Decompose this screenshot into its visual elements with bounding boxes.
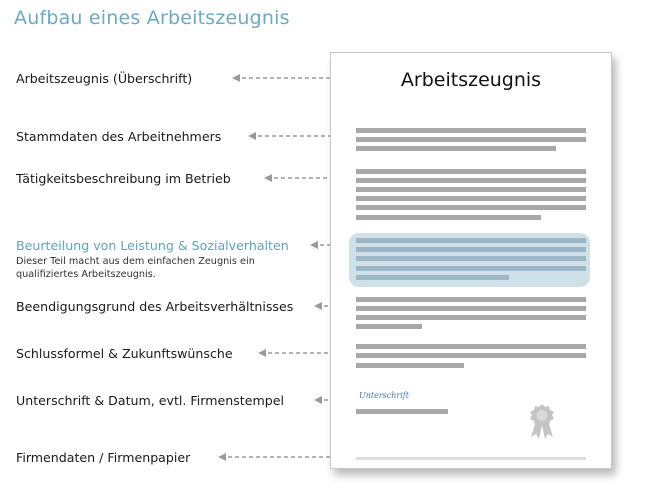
document-title: Arbeitszeugnis [400,69,542,91]
label-master-data: Stammdaten des Arbeitnehmers [16,129,222,144]
text-line [356,266,586,271]
label-activity-description: Tätigkeitsbeschreibung im Betrieb [16,171,231,186]
label-heading: Arbeitszeugnis (Überschrift) [16,71,193,86]
text-line [356,187,586,192]
performance-description: Dieser Teil macht aus dem einfachen Zeugnis ein qualifiziertes Arbeitszeugnis. [16,256,255,280]
page-title: Aufbau eines Arbeitszeugnis [14,7,290,29]
text-line [356,146,556,151]
text-line [356,215,541,220]
label-signature-date: Unterschrift & Datum, evtl. Firmenstempel [16,393,284,408]
signature: Unterschrift [359,391,409,400]
text-line [356,238,586,243]
text-line [356,256,586,261]
text-line [356,169,586,174]
arrow-heading [232,73,344,83]
text-line [356,178,586,183]
text-line [356,128,586,133]
label-closing-formula: Schlussformel & Zukunftswünsche [16,346,233,361]
text-line [356,205,586,210]
label-company-data: Firmendaten / Firmenpapier [16,450,191,465]
text-line [356,324,422,329]
signature-line [356,409,448,414]
label-termination-reason: Beendigungsgrund des Arbeitsverhältnisses [16,299,294,314]
text-line [356,137,586,142]
text-line [356,306,586,311]
seal-icon [527,403,557,441]
label-performance-assessment: Beurteilung von Leistung & Sozialverhalten [16,238,289,253]
arrow-company [218,452,344,462]
text-line [356,315,586,320]
text-line [356,247,586,252]
document-sheet [330,52,612,469]
text-line [356,196,586,201]
company-footer-line [356,457,586,460]
text-line [356,344,586,349]
text-line [356,363,464,368]
text-line [356,353,586,358]
text-line [356,297,586,302]
text-line [356,275,509,280]
